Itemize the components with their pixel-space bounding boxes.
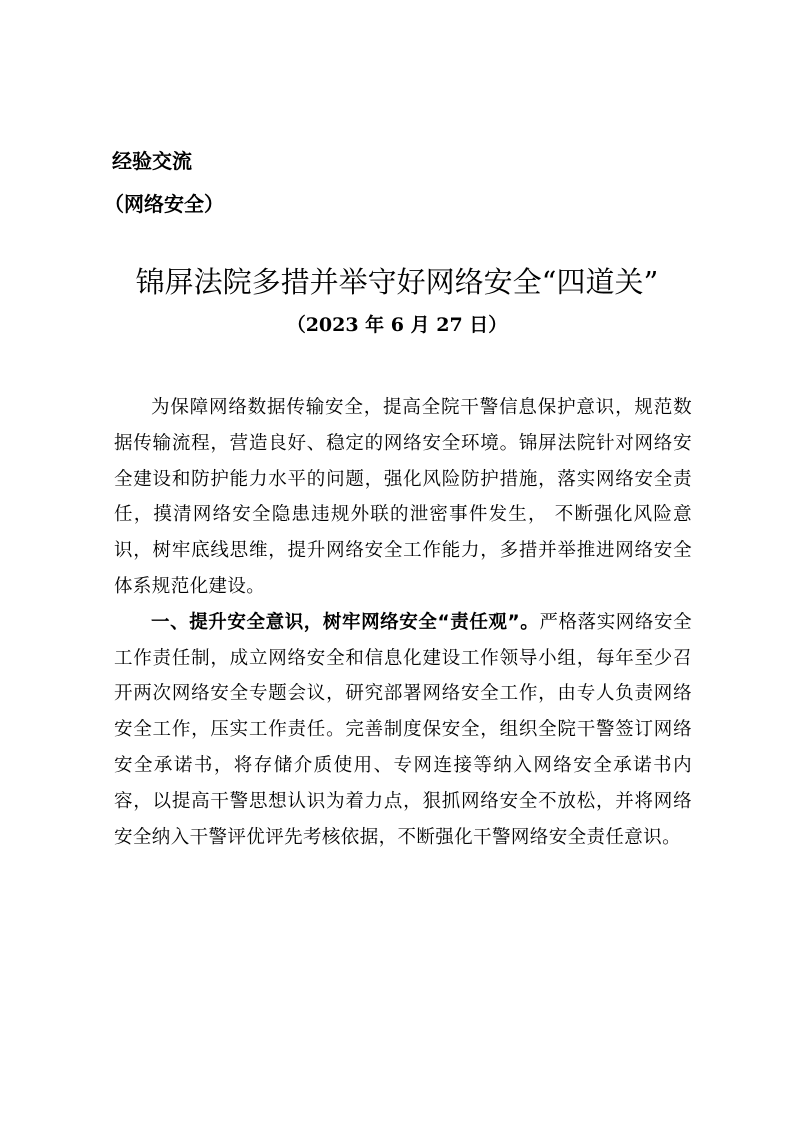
- article-date: （2023 年 6 月 27 日）: [286, 314, 508, 336]
- document-category: 经验交流: [112, 149, 192, 173]
- section1-heading: 一、提升安全意识，树牢网络安全“责任观”。: [151, 611, 540, 633]
- article-title: 锦屏法院多措并举守好网络安全“四道关”: [135, 265, 659, 299]
- document-subcategory: （网络安全）: [104, 192, 224, 216]
- intro-paragraph: 为保障网络数据传输安全，提高全院干警信息保护意识，规范数据传输流程，营造良好、稳定的网络安全环境。锦屏法院针对网络安全建设和防护能力水平的问题，强化风险防护措施，落实网络安全责任，摸清网络安全隐患违规外联的泄密事件发生， 不断强化风险意识，树牢底线思维，提升网络安全工作能力，多措并举推进网络安全体系规范化建设。: [114, 397, 692, 597]
- article-body: [114, 390, 692, 855]
- section1-body: 严格落实网络安全工作责任制，成立网络安全和信息化建设工作领导小组，每年至少召开两次网络安全专题会议，研究部署网络安全工作，由专人负责网络安全工作，压实工作责任。完善制度保安全，组织全院干警签订网络安全承诺书，将存储介质使用、专网连接等纳入网络安全承诺书内容，以提高干警思想认识为着力点，狠抓网络安全不放松，并将网络安全纳入干警评优评先考核依据，不断强化干警网络安全责任意识。: [114, 611, 692, 848]
- section1-paragraph: [114, 605, 692, 856]
